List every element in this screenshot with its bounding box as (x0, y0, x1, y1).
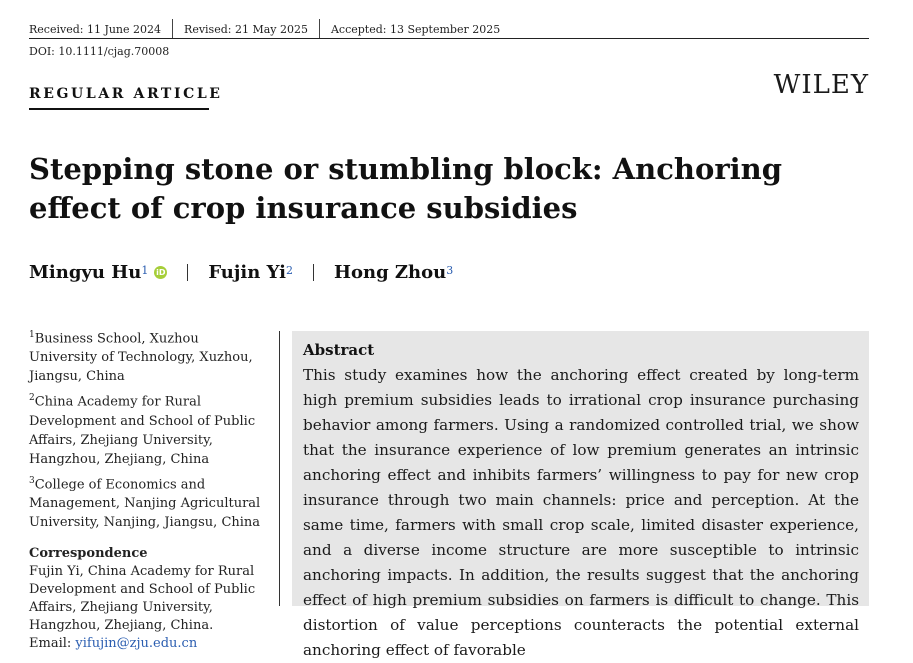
author-separator (313, 264, 314, 281)
date-separator (319, 19, 320, 39)
article-dates (29, 19, 869, 39)
author-name[interactable]: Mingyu Hu (29, 262, 142, 283)
header-rule (29, 38, 869, 39)
affiliations (29, 326, 269, 653)
date-separator (172, 19, 173, 39)
author-name[interactable]: Fujin Yi (208, 262, 286, 283)
correspondence-email (29, 635, 269, 653)
affiliation-text: China Academy for Rural Development and School of Public Affairs, Zhejiang University, Hangzhou, Zhejiang, China (29, 394, 256, 467)
author-affil-sup: 2 (285, 264, 293, 277)
doi[interactable]: DOI: 10.1111/cjag.70008 (29, 45, 170, 58)
email-label: Email: (29, 635, 76, 651)
affiliation-sup: 2 (29, 393, 35, 404)
revised-date: Revised: 21 May 2025 (184, 22, 308, 36)
affiliation-item (29, 389, 269, 468)
article-title: Stepping stone or stumbling block: Anchoring effect of crop insurance subsidies (29, 152, 783, 225)
correspondence-text: Fujin Yi, China Academy for Rural Development and School of Public Affairs, Zhejiang University, Hangzhou, Zhejiang, China. (29, 563, 256, 633)
accepted-date: Accepted: 13 September 2025 (330, 22, 501, 36)
email-link[interactable]: yifujin@zju.edu.cn (75, 635, 198, 651)
article-type-rule (29, 108, 209, 110)
affiliation-text: College of Economics and Management, Nanjing Agricultural University, Nanjing, Jiangsu, China (29, 476, 261, 530)
affiliation-text: Business School, Xuzhou University of Technology, Xuzhou, Jiangsu, China (29, 331, 253, 385)
correspondence-heading: Correspondence (29, 545, 148, 561)
affiliation-sup: 1 (29, 330, 35, 340)
author-name[interactable]: Hong Zhou (333, 262, 447, 283)
abstract-text: This study examines how the anchoring effect created by long-term high premium subsidies leads to irrational crop insurance purchasing behavior among farmers. Using a randomized controlled trial, we show that the insurance experience of low premium generates an intrinsic anchoring effect and inhibits farmers’ willingness to pay for new crop insurance through two main channels: price and perception. At the same time, farmers with small crop scale, limited disaster experience, and a diverse income structure are more susceptible to intrinsic anchoring impacts. In addition, the results suggest that the anchoring effect of high premium subsidies on farmers is difficult to change. This distortion of value perceptions counteracts the potential external anchoring effect of favorable (303, 366, 859, 659)
publisher-logo: WILEY (773, 70, 869, 100)
abstract-heading: Abstract (303, 341, 375, 359)
column-divider (279, 331, 280, 606)
orcid-icon[interactable]: iD (156, 268, 166, 277)
affiliation-item (29, 472, 269, 532)
author-affil-sup: 3 (446, 264, 454, 277)
author-list (29, 262, 453, 283)
received-date: Received: 11 June 2024 (29, 22, 162, 36)
affiliation-item (29, 326, 269, 386)
author-affil-sup: 1 (141, 264, 149, 277)
article-type: REGULAR ARTICLE (29, 86, 223, 102)
author-separator (187, 264, 188, 281)
abstract-box (292, 331, 869, 659)
affiliation-sup: 3 (29, 475, 35, 486)
